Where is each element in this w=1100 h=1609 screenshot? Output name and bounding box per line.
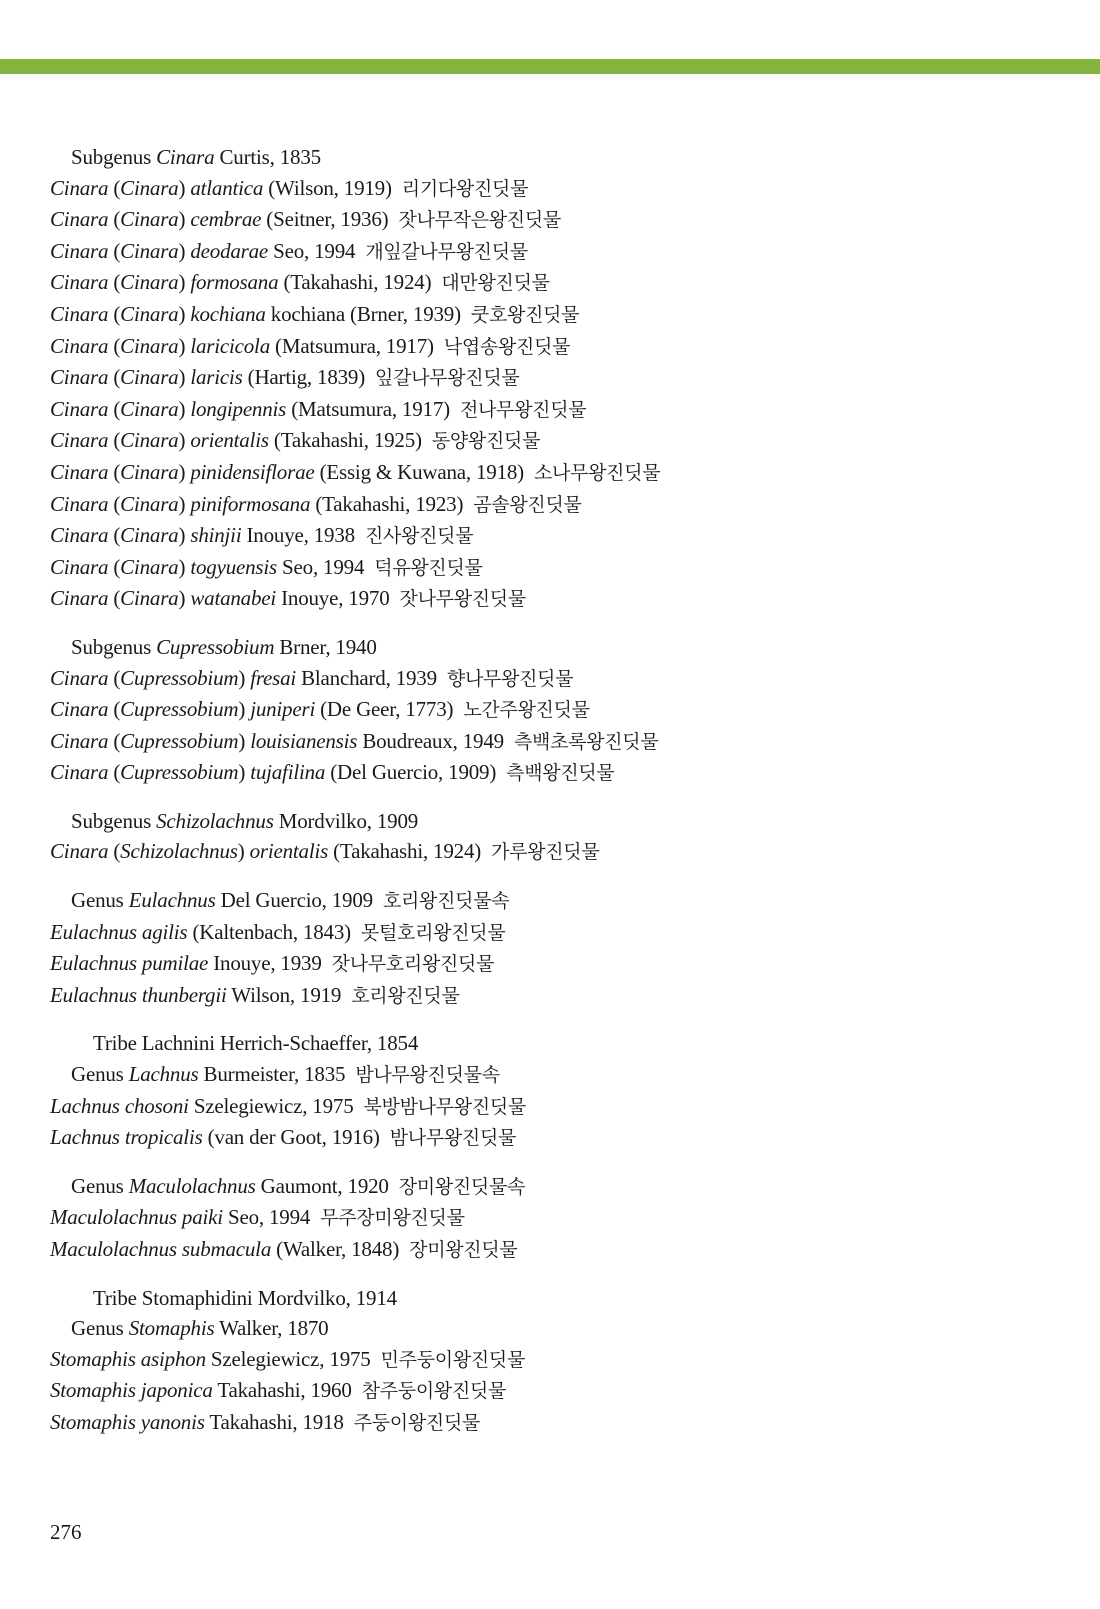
scientific-name: Stomaphis japonica bbox=[50, 1378, 213, 1403]
authority-text: (Walker, 1848) bbox=[271, 1237, 400, 1261]
tribe-heading bbox=[50, 1028, 1070, 1059]
authority-text: ( bbox=[108, 523, 121, 548]
species-entry bbox=[50, 173, 1070, 205]
scientific-name: Cinara bbox=[50, 839, 109, 864]
tribe-heading bbox=[50, 1283, 1070, 1314]
authority-text: Walker, 1870 bbox=[214, 1316, 329, 1341]
authority-text: ) bbox=[178, 175, 191, 200]
authority-text: (Seitner, 1936) bbox=[261, 207, 389, 232]
scientific-name: Stomaphis bbox=[128, 1316, 215, 1341]
authority-text: kochiana (Brner, 1939) bbox=[265, 301, 461, 326]
authority-text: ( bbox=[108, 459, 121, 484]
scientific-name: Maculolachnus paiki bbox=[50, 1205, 223, 1230]
authority-text: ( bbox=[108, 175, 121, 200]
authority-text: Del Guercio, 1909 bbox=[215, 888, 373, 913]
authority-text: ) bbox=[178, 554, 191, 579]
authority-text: Takahashi, 1960 bbox=[212, 1378, 352, 1403]
korean-name: 호리왕진딧물 bbox=[351, 984, 460, 1007]
species-entry bbox=[50, 1407, 1070, 1439]
authority-text: ) bbox=[238, 728, 251, 753]
species-entry bbox=[50, 1375, 1070, 1407]
taxonomy-list bbox=[50, 142, 1070, 1456]
scientific-name: piniformosana bbox=[190, 491, 311, 516]
scientific-name: Cupressobium bbox=[120, 665, 239, 690]
taxon-group bbox=[50, 806, 1070, 868]
korean-name: 밤나무왕진딧물속 bbox=[355, 1064, 500, 1087]
authority-text: Curtis, 1835 bbox=[214, 145, 321, 169]
authority-text: Szelegiewicz, 1975 bbox=[205, 1346, 371, 1371]
scientific-name: Maculolachnus bbox=[128, 1173, 256, 1198]
authority-text: ( bbox=[108, 728, 121, 753]
authority-text: ) bbox=[238, 697, 251, 722]
scientific-name: Cupressobium bbox=[120, 760, 239, 785]
authority-text: Seo, 1994 bbox=[222, 1205, 311, 1230]
scientific-name: Cinara bbox=[50, 238, 109, 263]
authority-text: Wilson, 1919 bbox=[226, 982, 342, 1007]
authority-text: ( bbox=[108, 238, 121, 263]
korean-name: 잣나무호리왕진딧물 bbox=[331, 953, 495, 976]
scientific-name: laricicola bbox=[190, 333, 270, 358]
korean-name: 민주둥이왕진딧물 bbox=[380, 1348, 526, 1371]
scientific-name: Cinara bbox=[120, 270, 179, 295]
authority-text: (Takahashi, 1923) bbox=[310, 491, 464, 516]
authority-text: ( bbox=[108, 207, 121, 232]
authority-text: ( bbox=[108, 491, 121, 516]
authority-text: Genus bbox=[71, 1062, 129, 1087]
korean-name: 호리왕진딧물속 bbox=[382, 890, 510, 913]
scientific-name: tujafilina bbox=[250, 760, 326, 785]
authority-text: Burmeister, 1835 bbox=[198, 1062, 346, 1087]
scientific-name: Cinara bbox=[120, 333, 179, 358]
scientific-name: pinidensiflorae bbox=[190, 459, 315, 484]
scientific-name: Lachnus bbox=[128, 1062, 199, 1087]
authority-text: Inouye, 1970 bbox=[276, 586, 390, 611]
korean-name: 잣나무작은왕진딧물 bbox=[398, 209, 561, 232]
authority-text: ) bbox=[237, 839, 250, 864]
authority-text: ) bbox=[178, 491, 191, 516]
scientific-name: Stomaphis asiphon bbox=[50, 1346, 206, 1371]
scientific-name: atlantica bbox=[190, 175, 264, 200]
scientific-name: shinjii bbox=[190, 523, 242, 548]
scientific-name: kochiana bbox=[190, 301, 266, 326]
scientific-name: Cinara bbox=[156, 145, 215, 169]
authority-text: ) bbox=[178, 333, 191, 358]
authority-text: ) bbox=[178, 301, 191, 326]
scientific-name: togyuensis bbox=[190, 554, 277, 579]
authority-text: ( bbox=[108, 365, 121, 390]
korean-name: 쿳호왕진딧물 bbox=[470, 303, 580, 326]
scientific-name: Cinara bbox=[120, 523, 179, 548]
authority-text: (van der Goot, 1916) bbox=[202, 1125, 380, 1150]
species-entry bbox=[50, 980, 1070, 1012]
authority-text: (Takahashi, 1924) bbox=[278, 270, 432, 295]
authority-text: ( bbox=[108, 396, 121, 421]
authority-text: (Matsumura, 1917) bbox=[286, 396, 450, 421]
scientific-name: orientalis bbox=[249, 839, 329, 864]
authority-text: (Hartig, 1839) bbox=[242, 365, 366, 390]
authority-text: ) bbox=[178, 270, 191, 295]
authority-text: Takahashi, 1918 bbox=[204, 1409, 344, 1434]
korean-name: 노간주왕진딧물 bbox=[463, 699, 590, 722]
scientific-name: cembrae bbox=[190, 207, 262, 232]
species-entry bbox=[50, 917, 1070, 949]
scientific-name: fresai bbox=[250, 665, 297, 690]
authority-text: Seo, 1994 bbox=[268, 238, 356, 263]
scientific-name: Eulachnus agilis bbox=[50, 919, 188, 944]
scientific-name: longipennis bbox=[190, 396, 287, 421]
scientific-name: Cupressobium bbox=[156, 634, 275, 659]
scientific-name: Cinara bbox=[120, 238, 179, 263]
authority-text: Genus bbox=[71, 1316, 129, 1341]
scientific-name: Cupressobium bbox=[120, 728, 239, 753]
korean-name: 측백초록왕진딧물 bbox=[513, 730, 659, 753]
species-entry bbox=[50, 663, 1070, 695]
scientific-name: Cinara bbox=[50, 665, 109, 690]
scientific-name: Cinara bbox=[50, 586, 109, 611]
species-entry bbox=[50, 457, 1070, 489]
scientific-name: Cinara bbox=[50, 428, 109, 453]
taxon-group bbox=[50, 1171, 1070, 1266]
korean-name: 주둥이왕진딧물 bbox=[353, 1411, 481, 1434]
top-accent-bar bbox=[0, 59, 1100, 74]
scientific-name: Eulachnus pumilae bbox=[50, 951, 209, 976]
scientific-name: Cinara bbox=[120, 207, 179, 232]
korean-name: 개잎갈나무왕진딧물 bbox=[365, 240, 528, 263]
scientific-name: juniperi bbox=[250, 697, 316, 722]
scientific-name: orientalis bbox=[190, 428, 269, 453]
authority-text: Brner, 1940 bbox=[274, 634, 377, 659]
scientific-name: Cinara bbox=[50, 270, 109, 295]
scientific-name: Cinara bbox=[50, 760, 109, 785]
taxon-group bbox=[50, 142, 1070, 615]
scientific-name: Cinara bbox=[120, 459, 179, 484]
genus-heading bbox=[50, 142, 1070, 173]
korean-name: 리기다왕진딧물 bbox=[401, 177, 529, 200]
species-entry bbox=[50, 267, 1070, 299]
korean-name: 전나무왕진딧물 bbox=[459, 398, 587, 421]
species-entry bbox=[50, 520, 1070, 552]
authority-text: Subgenus bbox=[71, 808, 157, 833]
page-number: 276 bbox=[50, 1520, 82, 1544]
korean-name: 장미왕진딧물 bbox=[409, 1239, 518, 1261]
genus-heading bbox=[50, 632, 1070, 663]
authority-text: (De Geer, 1773) bbox=[315, 697, 454, 722]
genus-heading bbox=[50, 885, 1070, 917]
authority-text: Genus bbox=[71, 888, 129, 913]
authority-text: Tribe Lachnini Herrich-Schaeffer, 1854 bbox=[93, 1031, 419, 1056]
authority-text: Boudreaux, 1949 bbox=[357, 728, 504, 753]
scientific-name: Cinara bbox=[120, 491, 179, 516]
korean-name: 참주둥이왕진딧물 bbox=[361, 1380, 507, 1403]
genus-heading bbox=[50, 1059, 1070, 1091]
scientific-name: Schizolachnus bbox=[156, 808, 274, 833]
authority-text: (Takahashi, 1924) bbox=[328, 839, 482, 864]
scientific-name: Cinara bbox=[50, 459, 109, 484]
authority-text: ) bbox=[178, 459, 191, 484]
scientific-name: Cinara bbox=[120, 396, 179, 421]
authority-text: ( bbox=[108, 333, 121, 358]
scientific-name: watanabei bbox=[190, 586, 277, 611]
scientific-name: Cinara bbox=[50, 728, 109, 753]
korean-name: 북방밤나무왕진딧물 bbox=[363, 1095, 526, 1118]
authority-text: Genus bbox=[71, 1173, 129, 1198]
authority-text: ( bbox=[108, 760, 121, 785]
authority-text: (Takahashi, 1925) bbox=[268, 428, 422, 453]
species-entry bbox=[50, 489, 1070, 521]
authority-text: Seo, 1994 bbox=[277, 554, 365, 579]
scientific-name: Lachnus tropicalis bbox=[50, 1125, 203, 1150]
authority-text: ( bbox=[108, 554, 121, 579]
taxon-group bbox=[50, 1028, 1070, 1153]
korean-name: 곰솔왕진딧물 bbox=[473, 493, 582, 516]
authority-text: ) bbox=[238, 760, 251, 785]
korean-name: 못털호리왕진딧물 bbox=[360, 921, 506, 944]
scientific-name: Cinara bbox=[50, 523, 109, 548]
species-entry bbox=[50, 331, 1070, 363]
korean-name: 소나무왕진딧물 bbox=[533, 461, 661, 484]
scientific-name: Stomaphis yanonis bbox=[50, 1409, 205, 1434]
korean-name: 향나무왕진딧물 bbox=[446, 667, 574, 690]
scientific-name: Cinara bbox=[120, 586, 179, 611]
scientific-name: Lachnus chosoni bbox=[50, 1093, 189, 1118]
species-entry bbox=[50, 362, 1070, 394]
authority-text: ) bbox=[178, 207, 191, 232]
korean-name: 무주장미왕진딧물 bbox=[320, 1207, 465, 1230]
authority-text: ( bbox=[108, 270, 121, 295]
authority-text: Tribe Stomaphidini Mordvilko, 1914 bbox=[93, 1285, 397, 1310]
species-entry bbox=[50, 694, 1070, 726]
authority-text: Gaumont, 1920 bbox=[255, 1173, 389, 1198]
scientific-name: louisianensis bbox=[250, 728, 358, 753]
korean-name: 대만왕진딧물 bbox=[441, 272, 550, 295]
authority-text: ) bbox=[178, 365, 191, 390]
taxon-group bbox=[50, 885, 1070, 1011]
species-entry bbox=[50, 726, 1070, 758]
scientific-name: Schizolachnus bbox=[120, 839, 238, 864]
authority-text: (Del Guercio, 1909) bbox=[325, 760, 497, 785]
authority-text: (Matsumura, 1917) bbox=[270, 333, 434, 358]
scientific-name: formosana bbox=[190, 270, 279, 295]
scientific-name: Cinara bbox=[120, 301, 179, 326]
scientific-name: Cupressobium bbox=[120, 697, 239, 722]
scientific-name: Cinara bbox=[50, 491, 109, 516]
species-entry bbox=[50, 552, 1070, 584]
scientific-name: Cinara bbox=[120, 554, 179, 579]
korean-name: 덕유왕진딧물 bbox=[374, 556, 483, 579]
scientific-name: Eulachnus bbox=[128, 888, 216, 913]
authority-text: Mordvilko, 1909 bbox=[273, 808, 419, 833]
authority-text: Inouye, 1939 bbox=[208, 951, 322, 976]
authority-text: (Kaltenbach, 1843) bbox=[187, 919, 351, 944]
scientific-name: Cinara bbox=[120, 175, 179, 200]
authority-text: ) bbox=[178, 428, 191, 453]
korean-name: 낙엽송왕진딧물 bbox=[443, 335, 571, 358]
authority-text: Subgenus bbox=[71, 634, 157, 659]
scientific-name: deodarae bbox=[190, 238, 269, 263]
species-entry bbox=[50, 299, 1070, 331]
species-entry bbox=[50, 204, 1070, 236]
korean-name: 밤나무왕진딧물 bbox=[389, 1127, 517, 1150]
scientific-name: Cinara bbox=[50, 207, 109, 232]
genus-heading bbox=[50, 1313, 1070, 1344]
authority-text: Blanchard, 1939 bbox=[296, 665, 437, 690]
authority-text: ( bbox=[108, 428, 121, 453]
authority-text: Szelegiewicz, 1975 bbox=[188, 1093, 354, 1118]
species-entry bbox=[50, 1202, 1070, 1234]
species-entry bbox=[50, 1234, 1070, 1266]
species-entry bbox=[50, 1344, 1070, 1376]
authority-text: ( bbox=[108, 301, 121, 326]
scientific-name: Cinara bbox=[50, 333, 109, 358]
species-entry bbox=[50, 1091, 1070, 1123]
species-entry bbox=[50, 425, 1070, 457]
scientific-name: laricis bbox=[190, 365, 243, 390]
authority-text: ) bbox=[178, 586, 191, 611]
genus-heading bbox=[50, 806, 1070, 837]
authority-text: ) bbox=[178, 523, 191, 548]
scientific-name: Cinara bbox=[120, 365, 179, 390]
taxon-group bbox=[50, 632, 1070, 789]
species-entry bbox=[50, 757, 1070, 789]
species-entry bbox=[50, 948, 1070, 980]
korean-name: 가루왕진딧물 bbox=[491, 841, 600, 864]
species-entry bbox=[50, 236, 1070, 268]
korean-name: 진사왕진딧물 bbox=[364, 525, 474, 548]
species-entry bbox=[50, 394, 1070, 426]
korean-name: 잎갈나무왕진딧물 bbox=[375, 367, 520, 390]
scientific-name: Cinara bbox=[50, 301, 109, 326]
authority-text: (Essig & Kuwana, 1918) bbox=[314, 459, 524, 484]
korean-name: 장미왕진딧물속 bbox=[398, 1175, 526, 1198]
scientific-name: Cinara bbox=[50, 697, 109, 722]
authority-text: ( bbox=[108, 586, 121, 611]
korean-name: 측백왕진딧물 bbox=[506, 762, 615, 785]
korean-name: 잣나무왕진딧물 bbox=[399, 588, 526, 611]
species-entry bbox=[50, 583, 1070, 615]
scientific-name: Eulachnus thunbergii bbox=[50, 982, 227, 1007]
scientific-name: Cinara bbox=[50, 396, 109, 421]
scientific-name: Cinara bbox=[50, 554, 109, 579]
korean-name: 동양왕진딧물 bbox=[431, 430, 541, 453]
authority-text: ) bbox=[178, 238, 191, 263]
authority-text: ) bbox=[178, 396, 191, 421]
species-entry bbox=[50, 836, 1070, 868]
authority-text: ( bbox=[108, 665, 121, 690]
scientific-name: Cinara bbox=[50, 365, 109, 390]
scientific-name: Cinara bbox=[120, 428, 179, 453]
authority-text: ) bbox=[238, 665, 251, 690]
authority-text: (Wilson, 1919) bbox=[263, 175, 392, 200]
scientific-name: Maculolachnus submacula bbox=[50, 1237, 272, 1261]
authority-text: ( bbox=[108, 839, 121, 864]
genus-heading bbox=[50, 1171, 1070, 1203]
authority-text: Subgenus bbox=[71, 145, 157, 169]
authority-text: Inouye, 1938 bbox=[241, 523, 355, 548]
taxon-group bbox=[50, 1283, 1070, 1439]
species-entry bbox=[50, 1122, 1070, 1154]
scientific-name: Cinara bbox=[50, 175, 109, 200]
authority-text: ( bbox=[108, 697, 121, 722]
